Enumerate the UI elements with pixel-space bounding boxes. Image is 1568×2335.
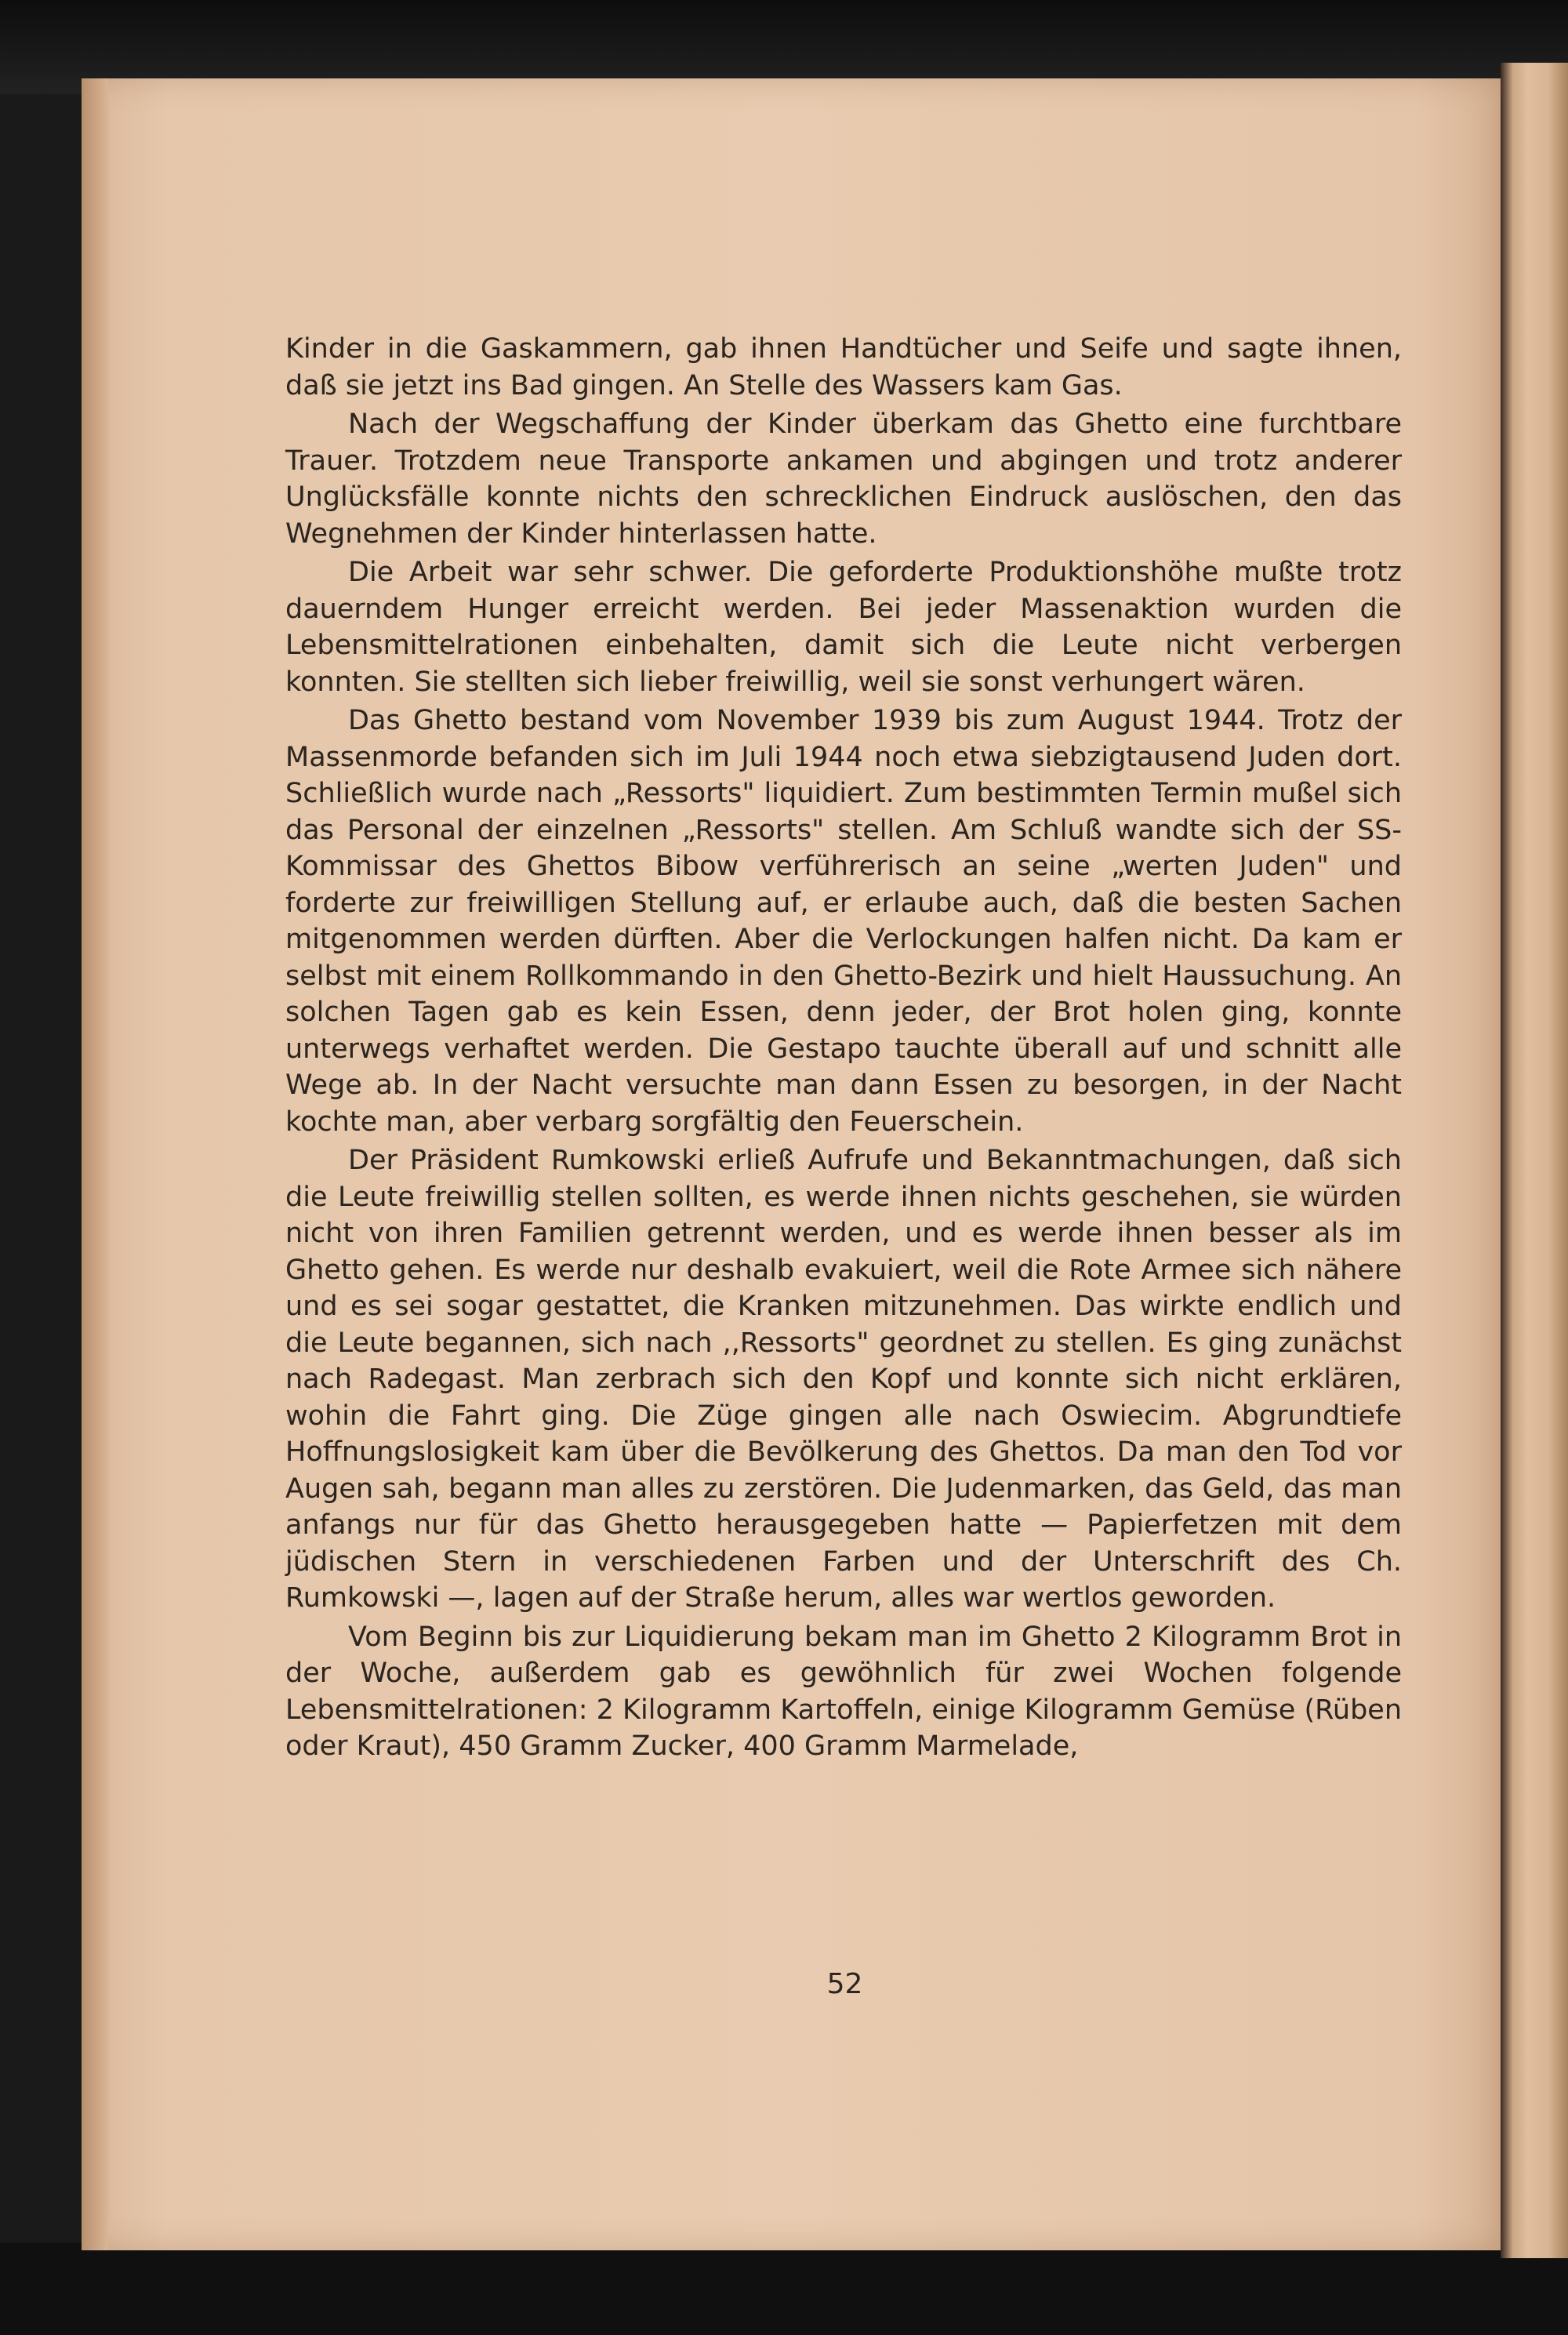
paragraph-2: Nach der Wegschaffung der Kinder überkam das Ghetto eine furchtbare Trauer. Trotzdem neue Transporte ankamen und abgingen und trotz anderer Unglücksfälle konnte nichts den schrecklichen Eindruck auslöschen, den das Wegnehmen der Kinder hinterlassen hatte. (285, 409, 1402, 550)
paragraph-1: Kinder in die Gaskammern, gab ihnen Handtücher und Seife und sagte ihnen, daß sie jetzt ins Bad gingen. An Stelle des Wassers kam Gas. (285, 333, 1402, 401)
scan-background-bottom (0, 2242, 1568, 2335)
paragraph-5: Der Präsident Rumkowski erließ Aufrufe und Bekanntmachungen, daß sich die Leute freiwillig stellen sollten, es werde ihnen nichts geschehen, sie würden nicht von ihren Familien getrennt werden, und es werde ihnen besser als im Ghetto gehen. Es werde nur deshalb evakuiert, weil die Rote Armee sich nähere und es sei sogar gestattet, die Kranken mitzunehmen. Das wirkte endlich und die Leute begannen, sich nach ,,Ressorts" geordnet zu stellen. Es ging zunächst nach Radegast. Man zerbrach sich den Kopf und konnte sich nicht erklären, wohin die Fahrt ging. Die Züge gingen alle nach Oswiecim. Abgrundtiefe Hoffnungslosigkeit kam über die Bevölkerung des Ghettos. Da man den Tod vor Augen sah, begann man alles zu zerstören. Die Judenmarken, das Geld, das man anfangs nur für das Ghetto herausgegeben hatte — Papierfetzen mit dem jüdischen Stern in verschiedenen Farben und der Unterschrift des Ch. Rumkowski —, lagen auf der Straße herum, alles war wertlos geworden. (285, 1145, 1402, 1614)
page-number: 52 (826, 1968, 863, 2000)
body-text (285, 331, 1402, 1956)
book-spine (1501, 63, 1568, 2258)
paragraph-3: Die Arbeit war sehr schwer. Die geforderte Produktionshöhe mußte trotz dauerndem Hunger erreicht werden. Bei jeder Massenaktion wurden die Lebensmittelrationen einbehalten, damit sich die Leute nicht verbergen konnten. Sie stellten sich lieber freiwillig, weil sie sonst verhungert wären. (285, 557, 1402, 698)
paragraph-4: Das Ghetto bestand vom November 1939 bis zum August 1944. Trotz der Massenmorde befanden sich im Juli 1944 noch etwa siebzigtausend Juden dort. Schließlich wurde nach „Ressorts" liquidiert. Zum bestimmten Termin mußel sich das Personal der einzelnen „Ressorts" stellen. Am Schluß wandte sich der SS-Kommissar des Ghettos Bibow verführerisch an seine „werten Juden" und forderte zur freiwilligen Stellung auf, er erlaube auch, daß die besten Sachen mitgenommen werden dürften. Aber die Verlockungen halfen nicht. Da kam er selbst mit einem Rollkommando in den Ghetto-Bezirk und hielt Haussuchung. An solchen Tagen gab es kein Essen, denn jeder, der Brot holen ging, konnte unterwegs verhaftet werden. Die Gestapo tauchte überall auf und schnitt alle Wege ab. In der Nacht versuchte man dann Essen zu besorgen, in der Nacht kochte man, aber verbarg sorgfältig den Feuerschein. (285, 705, 1402, 1138)
paragraph-6: Vom Beginn bis zur Liquidierung bekam man im Ghetto 2 Kilogramm Brot in der Woche, außerdem gab es gewöhnlich für zwei Wochen folgende Lebensmittelrationen: 2 Kilogramm Kartoffeln, einige Kilogramm Gemüse (Rüben oder Kraut), 450 Gramm Zucker, 400 Gramm Marmelade, (285, 1621, 1402, 1762)
page-edge (82, 78, 108, 2250)
